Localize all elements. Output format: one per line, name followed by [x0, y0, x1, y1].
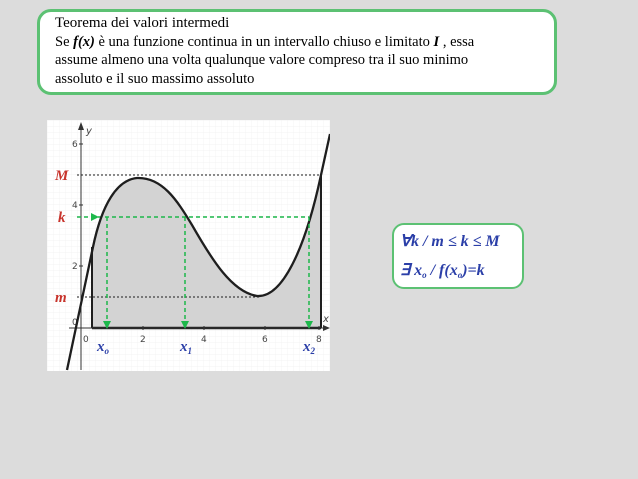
theorem-title: Teorema dei valori intermedi [55, 15, 230, 31]
theorem-interval: I [433, 33, 440, 50]
graph-panel [47, 120, 330, 371]
label-x0: $x_o$ [97, 339, 109, 356]
theorem-function: f(x) [73, 33, 95, 50]
x-tick-8: 8 [316, 335, 322, 345]
y-tick-6: 6 [72, 140, 78, 150]
label-x2: $x_2$ [303, 339, 315, 356]
theorem-prefix: Se [55, 33, 74, 50]
label-x1: $x_1$ [180, 339, 192, 356]
y-axis-label: y [86, 126, 92, 137]
y-tick-4: 4 [72, 201, 78, 211]
x-tick-0: 0 [83, 335, 89, 345]
theorem-line-2: assume almeno una volta qualunque valore compreso tra il suo minimo [55, 52, 469, 68]
forall-symbol: ∀ [400, 233, 411, 250]
y-tick-0: 0 [72, 318, 78, 328]
label-min-m: m [55, 290, 67, 306]
theorem-box [37, 9, 557, 95]
label-max-M: M [55, 168, 69, 184]
theorem-mid: è una funzione continua in un intervallo chiuso e limitato [94, 33, 434, 50]
x-tick-2: 2 [140, 335, 146, 345]
formula-box [392, 223, 524, 289]
label-value-k: k [58, 210, 66, 226]
formula-condition: k / m ≤ k ≤ M [410, 233, 500, 250]
exists-symbol: ∃ [400, 262, 411, 279]
formula-line-2: ∃ $x_o / f(x_o)=k$ [400, 262, 485, 280]
function-graph [47, 120, 330, 371]
x-tick-6: 6 [262, 335, 268, 345]
x-tick-4: 4 [201, 335, 207, 345]
x-axis-label: x [323, 314, 329, 325]
theorem-line-3: assoluto e il suo massimo assoluto [55, 70, 255, 87]
formula-line-1 [400, 231, 500, 251]
theorem-line-1 [55, 33, 542, 52]
y-tick-2: 2 [72, 262, 78, 272]
theorem-suffix: , essa [439, 33, 475, 50]
